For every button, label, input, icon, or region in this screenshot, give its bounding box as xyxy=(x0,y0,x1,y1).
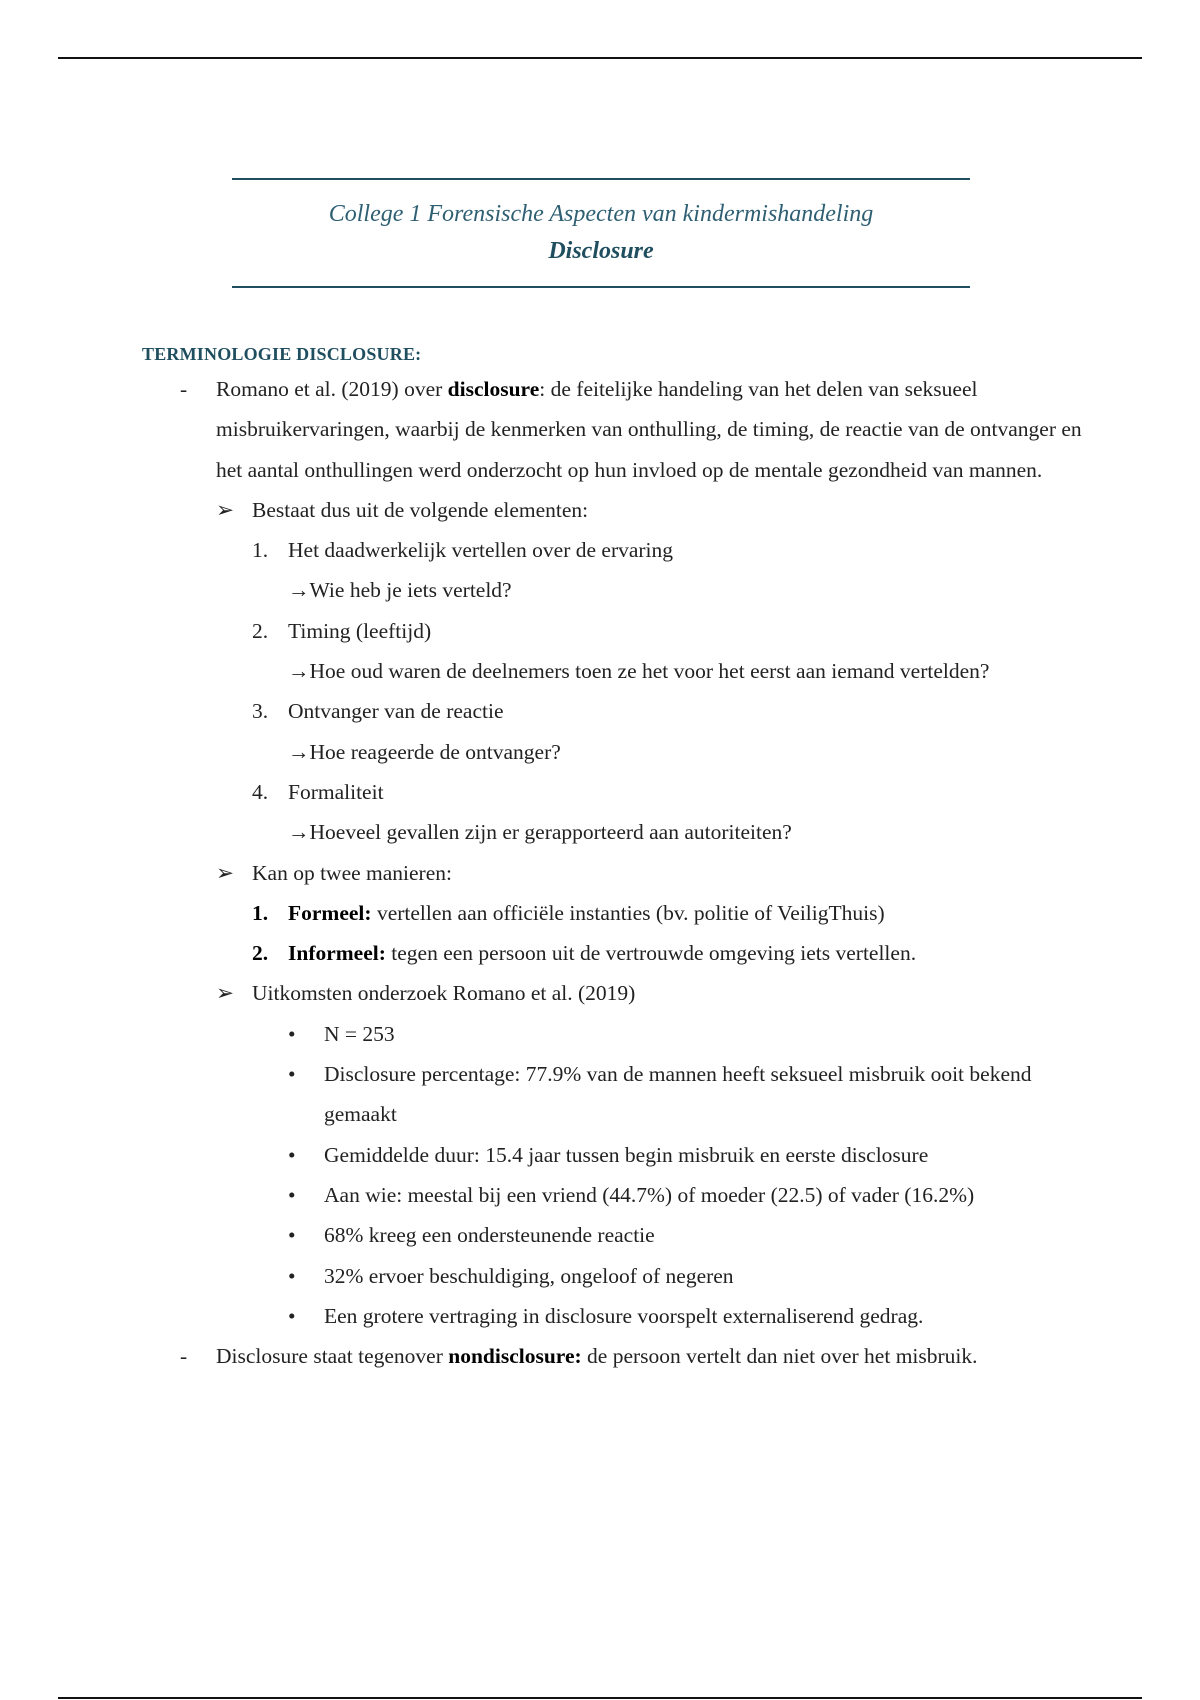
ways-label: Kan op twee manieren: xyxy=(252,860,452,885)
ways-label-item xyxy=(142,853,1082,893)
element-question-4 xyxy=(142,812,1082,852)
element-question-2 xyxy=(142,651,1082,691)
result-text: Gemiddelde duur: 15.4 jaar tussen begin misbruik en eerste disclosure xyxy=(324,1142,929,1167)
way-item-2 xyxy=(142,933,1082,973)
result-item-4 xyxy=(142,1175,1082,1215)
intro-paragraph xyxy=(142,369,1082,490)
bullet-icon: • xyxy=(288,1182,296,1207)
element-number: 3. xyxy=(252,699,269,724)
result-text: Disclosure percentage: 77.9% van de mannen heeft seksueel misbruik ooit bekend gemaakt xyxy=(324,1062,1032,1127)
element-question-3 xyxy=(142,732,1082,772)
closing-term: nondisclosure: xyxy=(448,1344,582,1369)
element-item-3 xyxy=(142,691,1082,731)
way-text: vertellen aan officiële instanties (bv. politie of VeiligThuis) xyxy=(371,900,885,925)
dash-marker: - xyxy=(180,377,188,401)
result-text: Aan wie: meestal bij een vriend (44.7%) of moeder (22.5) of vader (16.2%) xyxy=(324,1182,975,1207)
element-label: Timing (leeftijd) xyxy=(288,618,432,643)
element-number: 4. xyxy=(252,779,269,804)
title-block xyxy=(232,178,970,288)
section-heading: TERMINOLOGIE DISCLOSURE: xyxy=(142,344,422,364)
course-title: College 1 Forensische Aspecten van kindermishandeling xyxy=(328,201,874,227)
result-item-7 xyxy=(142,1296,1082,1336)
dash-marker: - xyxy=(180,1344,188,1369)
result-text: Een grotere vertraging in disclosure voorspelt externaliserend gedrag. xyxy=(324,1303,924,1328)
bullet-icon: • xyxy=(288,1142,296,1167)
bullet-icon: • xyxy=(288,1263,296,1288)
intro-term: disclosure xyxy=(447,377,540,401)
arrow-bullet-icon: ➢ xyxy=(216,497,235,522)
result-item-3 xyxy=(142,1135,1082,1175)
results-label: Uitkomsten onderzoek Romano et al. (2019) xyxy=(252,981,636,1006)
results-label-item xyxy=(142,973,1082,1013)
result-item-2 xyxy=(142,1054,1082,1135)
element-item-4 xyxy=(142,772,1082,812)
element-label: Het daadwerkelijk vertellen over de ervaring xyxy=(288,538,674,563)
arrow-icon: → xyxy=(288,820,310,845)
bullet-icon: • xyxy=(288,1223,296,1248)
arrow-icon: → xyxy=(288,578,310,603)
way-term: Informeel: xyxy=(288,941,386,966)
element-question: Hoe oud waren de deelnemers toen ze het voor het eerst aan iemand vertelden? xyxy=(309,659,990,684)
elements-label: Bestaat dus uit de volgende elementen: xyxy=(252,497,589,522)
bullet-icon: • xyxy=(288,1062,296,1087)
closing-text: de persoon vertelt dan niet over het misbruik. xyxy=(581,1344,978,1369)
element-question-1 xyxy=(142,570,1082,610)
intro-prefix: Romano et al. (2019) over xyxy=(216,377,448,401)
closing-paragraph xyxy=(142,1336,1082,1376)
element-question: Wie heb je iets verteld? xyxy=(309,578,512,603)
closing-prefix: Disclosure staat tegenover xyxy=(216,1344,449,1369)
element-question: Hoeveel gevallen zijn er gerapporteerd aan autoriteiten? xyxy=(309,820,792,845)
element-item-2 xyxy=(142,611,1082,651)
way-term: Formeel: xyxy=(288,900,372,925)
bullet-icon: • xyxy=(288,1021,296,1046)
way-number: 1. xyxy=(252,900,269,925)
elements-label-item xyxy=(142,490,1082,530)
title-top-rule xyxy=(232,178,970,180)
result-item-6 xyxy=(142,1256,1082,1296)
result-text: N = 253 xyxy=(324,1021,395,1046)
element-number: 1. xyxy=(252,538,269,563)
arrow-icon: → xyxy=(288,659,310,684)
page-bottom-rule xyxy=(58,1697,1142,1699)
element-question: Hoe reageerde de ontvanger? xyxy=(309,739,561,764)
result-text: 32% ervoer beschuldiging, ongeloof of negeren xyxy=(324,1263,734,1288)
arrow-bullet-icon: ➢ xyxy=(216,860,235,885)
arrow-bullet-icon: ➢ xyxy=(216,981,235,1006)
element-item-1 xyxy=(142,530,1082,570)
result-item-1 xyxy=(142,1014,1082,1054)
element-label: Formaliteit xyxy=(288,779,384,804)
result-text: 68% kreeg een ondersteunende reactie xyxy=(324,1223,655,1248)
element-label: Ontvanger van de reactie xyxy=(288,699,504,724)
intro-text: : de feitelijke handeling van het delen van seksueel misbruikervaringen, waarbij de kenmerken van onthulling, de timing, de reactie van de ontvanger en het aantal onthullingen werd onderzocht op hun invloed op de mentale gezondheid van mannen. xyxy=(216,377,1082,482)
title-bottom-rule xyxy=(232,286,970,288)
arrow-icon: → xyxy=(288,739,310,764)
way-item-1 xyxy=(142,893,1082,933)
way-number: 2. xyxy=(252,941,269,966)
document-body xyxy=(142,339,1082,1376)
way-text: tegen een persoon uit de vertrouwde omgeving iets vertellen. xyxy=(385,941,917,966)
bullet-icon: • xyxy=(288,1303,296,1328)
page-top-rule xyxy=(58,57,1142,59)
topic-title: Disclosure xyxy=(548,238,654,264)
element-number: 2. xyxy=(252,618,269,643)
result-item-5 xyxy=(142,1215,1082,1255)
